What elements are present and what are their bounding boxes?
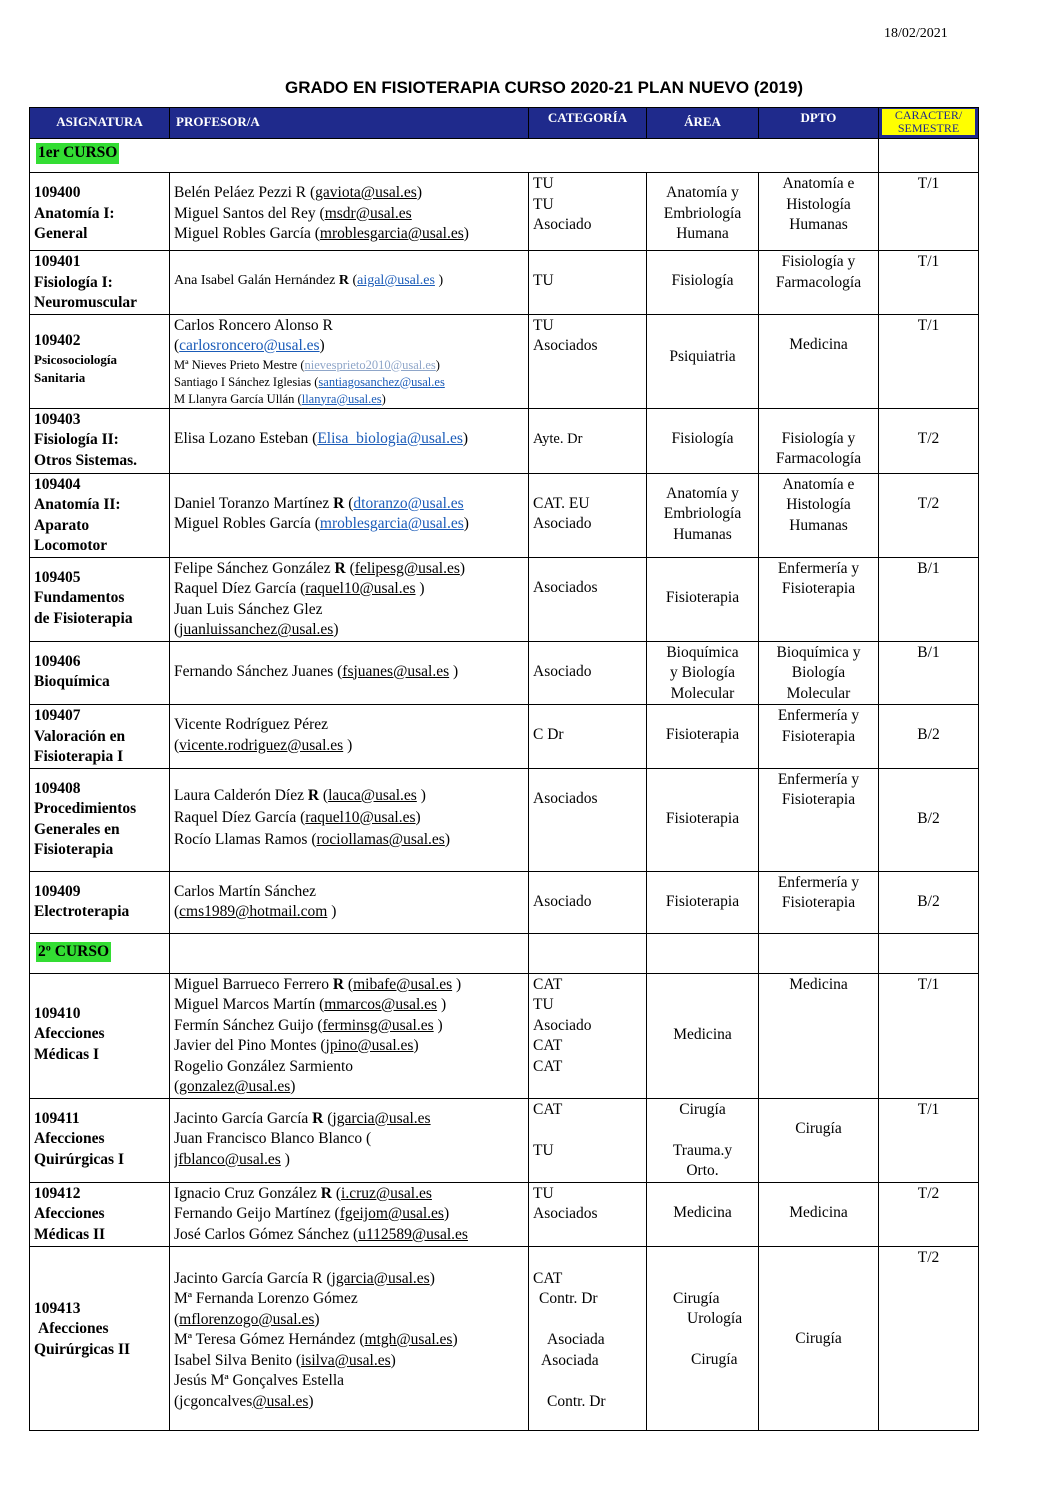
subject-name: Psicosociología [34, 352, 118, 367]
faculty-table [29, 107, 979, 1431]
professor: Raquel Díez García (raquel10@usal.es) [174, 808, 421, 826]
email-link[interactable]: cms1989@hotmail.com [179, 903, 328, 920]
table-row [30, 641, 979, 705]
category: Ayte. Dr [533, 430, 583, 447]
subject-name: Fisiología II: [34, 431, 119, 448]
subject-code: 109405 [34, 568, 81, 586]
category: CAT. EU [533, 494, 590, 512]
department: Enfermería y [777, 559, 860, 577]
area: Bioquímica [666, 643, 739, 661]
subject-name: Fundamentos [34, 589, 125, 606]
department: Enfermería y [777, 873, 860, 891]
email-link[interactable]: mibafe@usal.es [353, 975, 453, 993]
caracter-semestre: T/1 [879, 251, 979, 315]
department: Enfermería y [777, 707, 860, 724]
email-link[interactable]: mflorenzogo@usal.es [179, 1310, 315, 1328]
caracter-semestre: T/1 [879, 314, 979, 408]
area: Medicina [673, 1203, 732, 1221]
category: TU [533, 175, 554, 192]
professor: (gonzalez@usal.es) [174, 1078, 296, 1095]
category: Asociada [541, 1351, 599, 1369]
professor: Fernando Sánchez Juanes (fsjuanes@usal.es ) [174, 662, 459, 680]
professor: Daniel Toranzo Martínez R (dtoranzo@usal.es [174, 494, 464, 512]
category: Asociado [533, 216, 592, 233]
subject-code: 109413 [34, 1299, 81, 1317]
email-link[interactable]: raquel10@usal.es [305, 580, 416, 597]
category: C Dr [533, 726, 564, 743]
subject-code: 109402 [34, 331, 81, 349]
professor: Fernando Geijo Martínez (fgeijom@usal.es) [174, 1205, 450, 1222]
subject-name: de Fisioterapia [34, 609, 133, 627]
email-link[interactable]: gaviota@usal.es [315, 184, 417, 201]
professor: Carlos Roncero Alonso R [174, 316, 333, 334]
department: Cirugía [795, 1119, 842, 1137]
caracter-semestre: B/2 [879, 768, 979, 871]
department: Biología [791, 664, 846, 681]
curso-row [30, 139, 979, 173]
professor: (mflorenzogo@usal.es) [174, 1310, 320, 1328]
document-date: 18/02/2021 [884, 26, 948, 41]
area: Humanas [673, 525, 732, 543]
professor: Javier del Pino Montes (jpino@usal.es) [174, 1037, 419, 1054]
department: Bioquímica y [776, 643, 861, 661]
professor: Jacinto García García R (jgarcia@usal.es) [174, 1269, 435, 1287]
area: Urología [687, 1310, 743, 1327]
subject-code: 109411 [34, 1109, 80, 1127]
header-semestre: SEMESTRE [897, 122, 960, 135]
subject-name: Anatomía I: [34, 204, 115, 222]
professor: Juan Luis Sánchez Glez [174, 600, 323, 618]
email-link[interactable]: llanyra@usal.es [301, 391, 382, 406]
subject-name: Afecciones [38, 1320, 109, 1337]
subject-name: Electroterapia [34, 903, 130, 920]
table-row [30, 1182, 979, 1246]
table-row [30, 705, 979, 769]
header-caracter-semestre [879, 108, 979, 139]
professor: Vicente Rodríguez Pérez [174, 716, 329, 733]
professor: M Llanyra García Ullán (llanyra@usal.es) [174, 391, 386, 406]
department: Medicina [789, 335, 848, 353]
department: Fisioterapia [781, 791, 856, 808]
email-link[interactable]: mroblesgarcia@usal.es [319, 515, 464, 532]
area: Fisioterapia [665, 588, 740, 606]
email-link[interactable]: msdr@usal.es [324, 204, 412, 222]
professor: Ignacio Cruz González R (i.cruz@usal.es [174, 1184, 432, 1202]
email-link[interactable]: isilva@usal.es [301, 1351, 391, 1369]
professor: Elisa Lozano Esteban (Elisa_biologia@usal.es) [174, 429, 469, 447]
professor: Rogelio González Sarmiento [174, 1057, 354, 1075]
subject-name: Quirúrgicas II [34, 1340, 131, 1358]
area: Trauma.y [672, 1141, 733, 1159]
category: CAT [533, 1100, 563, 1118]
email-link[interactable]: raquel10@usal.es [305, 808, 416, 826]
caracter-semestre: T/2 [879, 1246, 979, 1430]
area: Medicina [673, 1025, 732, 1043]
professor: (cms1989@hotmail.com ) [174, 903, 337, 920]
subject-name: Fisiología I: [34, 273, 113, 291]
area: Psiquiatria [669, 347, 736, 365]
caracter-semestre: T/1 [879, 173, 979, 251]
subject-name: Quirúrgicas I [34, 1150, 124, 1168]
email-link[interactable]: jfblanco@usal.es [174, 1150, 281, 1168]
subject-code: 109408 [34, 779, 81, 797]
table-row [30, 473, 979, 557]
area: Fisioterapia [665, 726, 740, 743]
professor: Santiago I Sánchez Iglesias (santiagosanchez@usal.es [174, 374, 445, 389]
subject-name: Generales en [34, 820, 120, 838]
area: Cirugía [679, 1100, 726, 1118]
document-title: GRADO EN FISIOTERAPIA CURSO 2020-21 PLAN NUEVO (2019) [285, 78, 803, 97]
subject-name: Anatomía II: [34, 496, 121, 513]
curso-label: 2º CURSO [36, 942, 111, 963]
table-row [30, 1098, 979, 1182]
email-link[interactable]: fgeijom@usal.es [339, 1205, 444, 1222]
category: TU [533, 1141, 554, 1159]
subject-code: 109409 [34, 882, 81, 900]
email-link[interactable]: mroblesgarcia@usal.es [319, 225, 464, 242]
subject-code: 109403 [34, 410, 81, 428]
header-profesor: PROFESOR/A [170, 108, 529, 139]
category: Contr. Dr [547, 1392, 606, 1410]
header-dpto: DPTO [759, 108, 879, 139]
department: Histología [786, 195, 851, 213]
professor: (juanluissanchez@usal.es) [174, 621, 339, 638]
email-link[interactable]: @usal.es [252, 1392, 309, 1410]
email-link[interactable]: mtgh@usal.es [364, 1331, 453, 1348]
subject-name: Bioquímica [34, 673, 110, 690]
category: Asociados [533, 789, 598, 807]
area: Humana [676, 225, 729, 242]
subject-code: 109412 [34, 1184, 81, 1202]
professor: Mª Nieves Prieto Mestre (nievesprieto2010@usal.es) [174, 357, 440, 372]
email-link[interactable]: aigal@usal.es [357, 273, 435, 288]
table-row [30, 1246, 979, 1430]
subject-name: Neuromuscular [34, 294, 138, 311]
professor: Isabel Silva Benito (isilva@usal.es) [174, 1351, 396, 1369]
subject-name: General [34, 225, 88, 242]
subject-code: 109407 [34, 707, 81, 724]
subject-name: Otros Sistemas. [34, 451, 138, 469]
subject-name: Afecciones [34, 1130, 105, 1147]
subject-name: Médicas I [34, 1045, 100, 1063]
professor: Jesús Mª Gonçalves Estella [174, 1372, 345, 1389]
subject-name: Fisioterapia [34, 841, 114, 858]
professor: Mª Teresa Gómez Hernández (mtgh@usal.es) [174, 1331, 458, 1348]
subject-name: Fisioterapia I [34, 748, 124, 765]
caracter-semestre: B/1 [879, 557, 979, 641]
category: Asociado [533, 892, 592, 910]
email-link[interactable]: ferminsg@usal.es [322, 1016, 434, 1034]
department: Fisioterapia [781, 727, 856, 745]
table-row [30, 408, 979, 473]
category: TU [533, 996, 554, 1013]
category: TU [533, 195, 554, 213]
subject-name: Locomotor [34, 537, 108, 554]
caracter-semestre: T/1 [879, 1098, 979, 1182]
curso-row [30, 933, 979, 973]
department: Anatomía e [782, 475, 855, 493]
table-row [30, 768, 979, 871]
category: TU [533, 316, 554, 334]
caracter-semestre: T/2 [879, 473, 979, 557]
table-row [30, 973, 979, 1098]
table-row [30, 871, 979, 933]
area: Cirugía [673, 1289, 720, 1307]
area: Embriología [663, 204, 742, 222]
category: Asociado [533, 662, 592, 680]
caracter-semestre: T/2 [879, 408, 979, 473]
professor: Ana Isabel Galán Hernández R (aigal@usal.es ) [174, 273, 444, 288]
category: CAT [533, 1057, 563, 1075]
professor: Miguel Robles García (mroblesgarcia@usal.es) [174, 225, 469, 242]
category: Asociados [533, 337, 598, 354]
area: Fisiología [671, 272, 734, 289]
email-link[interactable]: rociollamas@usal.es [316, 830, 445, 848]
category: Asociada [547, 1331, 605, 1348]
caracter-semestre: B/2 [879, 705, 979, 769]
category: Contr. Dr [539, 1290, 598, 1307]
professor: Belén Peláez Pezzi R (gaviota@usal.es) [174, 184, 422, 201]
department: Fisioterapia [781, 580, 856, 597]
email-link[interactable]: jgarcia@usal.es [331, 1269, 430, 1287]
header-caracter: CARACTER/ [894, 109, 963, 122]
department: Histología [786, 496, 851, 513]
area: Molecular [670, 684, 735, 702]
professor: (vicente.rodriguez@usal.es ) [174, 736, 353, 754]
area: Fisiología [671, 429, 734, 447]
email-link[interactable]: i.cruz@usal.es [341, 1184, 432, 1202]
department: Molecular [786, 684, 851, 702]
department: Medicina [789, 975, 848, 993]
email-link[interactable]: Elisa_biologia@usal.es [317, 429, 463, 447]
category: CAT [533, 1037, 563, 1054]
subject-code: 109406 [34, 652, 81, 670]
professor: Juan Francisco Blanco Blanco ( [174, 1130, 372, 1147]
email-link[interactable]: vicente.rodriguez@usal.es [179, 736, 344, 754]
table-row [30, 314, 979, 408]
department: Medicina [789, 1203, 848, 1221]
email-link[interactable]: jgarcia@usal.es [332, 1109, 431, 1127]
area: Fisioterapia [665, 892, 740, 910]
subject-code: 109410 [34, 1004, 81, 1022]
header-asignatura: ASIGNATURA [30, 108, 170, 139]
subject-code: 109400 [34, 184, 81, 201]
caracter-semestre: T/1 [879, 973, 979, 1098]
professor: (jcgoncalves@usal.es) [174, 1392, 314, 1410]
subject-name: Procedimientos [34, 800, 137, 817]
email-link[interactable]: jpino@usal.es [325, 1037, 414, 1054]
area: Anatomía y [666, 184, 739, 201]
category: CAT [533, 975, 563, 993]
department: Fisioterapia [781, 894, 856, 911]
category: Asociados [533, 1205, 598, 1222]
department: Humanas [789, 216, 848, 233]
professor: José Carlos Gómez Sánchez (u112589@usal.es [174, 1225, 468, 1243]
category: TU [533, 272, 554, 289]
department: Farmacología [775, 273, 862, 291]
subject-code: 109401 [34, 253, 81, 270]
category: Asociado [533, 1016, 592, 1034]
department: Humanas [789, 516, 848, 534]
area: Anatomía y [666, 484, 739, 502]
email-link[interactable]: juanluissanchez@usal.es [179, 621, 334, 638]
category: Asociados [533, 578, 598, 596]
email-link[interactable]: gonzalez@usal.es [179, 1078, 291, 1095]
area: Fisioterapia [665, 809, 740, 827]
caracter-semestre: T/2 [879, 1182, 979, 1246]
category: CAT [533, 1269, 563, 1287]
professor: Miguel Robles García (mroblesgarcia@usal.es) [174, 515, 469, 532]
email-link[interactable]: fsjuanes@usal.es [342, 662, 450, 680]
subject-name: Afecciones [34, 1025, 105, 1042]
curso-label: 1er CURSO [36, 143, 119, 164]
subject-name: Valoración en [34, 727, 126, 745]
area: Orto. [686, 1162, 719, 1179]
email-link[interactable]: u112589@usal.es [358, 1225, 468, 1243]
professor: Miguel Barrueco Ferrero R (mibafe@usal.es ) [174, 975, 462, 993]
professor: Laura Calderón Díez R (lauca@usal.es ) [174, 786, 426, 804]
department: Fisiología y [781, 429, 856, 447]
table-row [30, 173, 979, 251]
email-link[interactable]: nievesprieto2010@usal.es [304, 357, 436, 372]
email-link[interactable]: carlosroncero@usal.es [179, 337, 320, 354]
department: Farmacología [775, 450, 862, 467]
professor: Jacinto García García R (jgarcia@usal.es [174, 1109, 431, 1127]
area: y Biología [669, 664, 735, 681]
subject-name: Aparato [34, 516, 90, 534]
email-link[interactable]: felipesg@usal.es [354, 559, 460, 577]
caracter-semestre: B/2 [879, 871, 979, 933]
professor: Carlos Martín Sánchez [174, 882, 317, 900]
professor: (carlosroncero@usal.es) [174, 337, 325, 354]
subject-name: Afecciones [34, 1205, 105, 1222]
department: Fisiología y [781, 253, 856, 270]
email-link[interactable]: santiagosanchez@usal.es [318, 374, 445, 389]
header-area: ÁREA [647, 108, 759, 139]
department: Enfermería y [777, 770, 860, 788]
department: Cirugía [795, 1329, 842, 1347]
category: TU [533, 1184, 554, 1202]
department: Anatomía e [782, 175, 855, 192]
header-categoria: CATEGORÍA [529, 108, 647, 139]
subject-name: Sanitaria [34, 370, 86, 385]
professor: Mª Fernanda Lorenzo Gómez [174, 1290, 358, 1307]
table-row [30, 557, 979, 641]
caracter-semestre: B/1 [879, 641, 979, 705]
subject-code: 109404 [34, 475, 81, 493]
professor: Felipe Sánchez González R (felipesg@usal.es) [174, 559, 466, 577]
area: Embriología [663, 505, 742, 522]
professor: Miguel Santos del Rey (msdr@usal.es [174, 204, 412, 222]
table-row [30, 251, 979, 315]
professor: jfblanco@usal.es ) [174, 1150, 290, 1168]
category: Asociado [533, 515, 592, 532]
email-link[interactable]: dtoranzo@usal.es [353, 494, 464, 512]
professor: Fermín Sánchez Guijo (ferminsg@usal.es ) [174, 1016, 443, 1034]
professor: Raquel Díez García (raquel10@usal.es ) [174, 580, 425, 597]
professor: Rocío Llamas Ramos (rociollamas@usal.es) [174, 830, 451, 848]
subject-name: Médicas II [34, 1225, 106, 1243]
email-link[interactable]: lauca@usal.es [328, 786, 417, 804]
email-link[interactable]: mmarcos@usal.es [324, 996, 438, 1013]
area: Cirugía [691, 1351, 738, 1368]
professor: Miguel Marcos Martín (mmarcos@usal.es ) [174, 996, 447, 1013]
